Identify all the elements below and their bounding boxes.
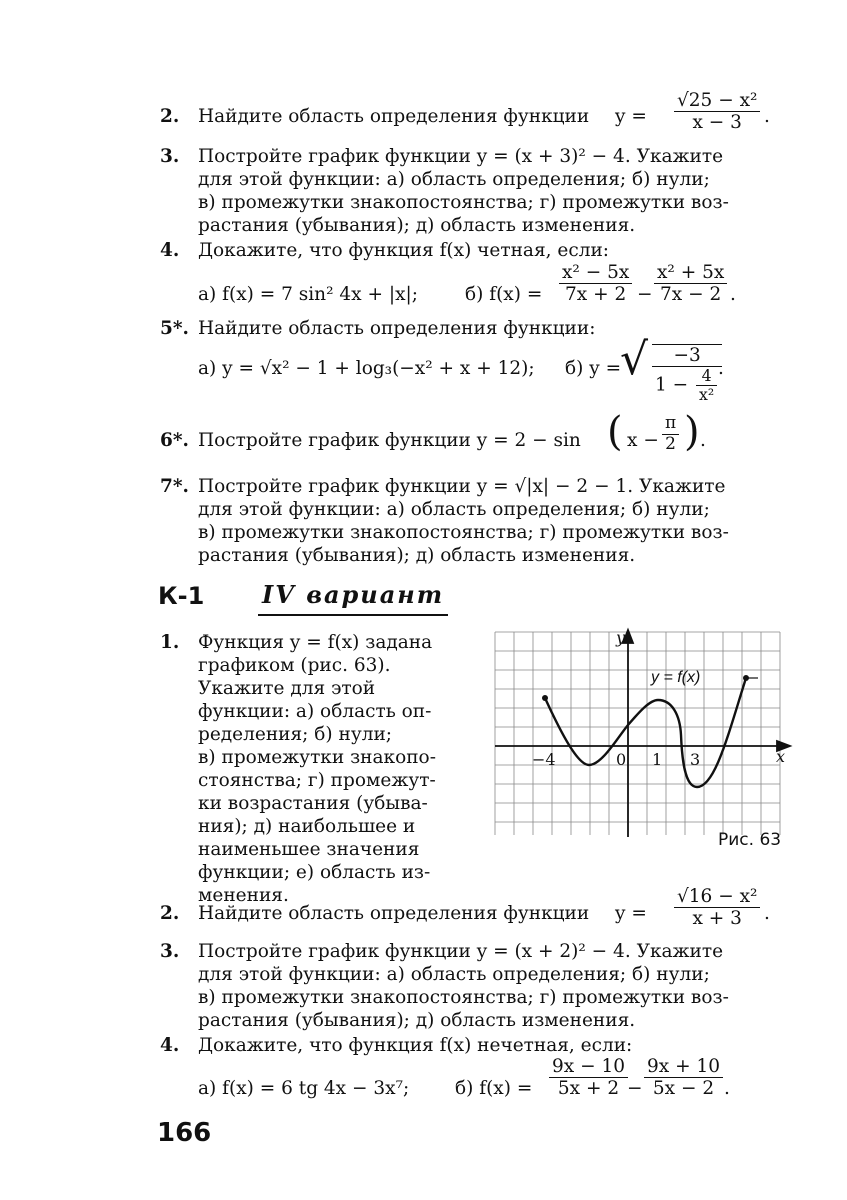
fraction-denominator [652,367,722,404]
part-b: б) y = [565,358,622,379]
task-line: функции; е) область из- [198,862,431,883]
task-text: Постройте график функции y = 2 − sin [198,430,581,451]
formula-lhs: y = [615,106,647,127]
formula-end: . [718,358,724,379]
fraction-denominator: x² [699,385,715,405]
section-underline [258,614,448,616]
task-line: Постройте график функции y = √|x| − 2 − 1. Укажите [198,476,726,497]
fraction-denominator: 5x − 2 [652,1078,715,1100]
grid [495,632,780,835]
task-line: наименьшее значения [198,839,420,860]
task-line: ределения; б) нули; [198,724,393,745]
x-axis-label: x [776,747,786,766]
part-b: б) f(x) = [455,1078,533,1099]
task-number: 4. [160,1035,180,1056]
fraction-denominator: 7x − 2 [660,284,722,306]
task-number: 7*. [160,476,189,497]
fraction-denominator: x − 3 [692,112,742,134]
formula-fraction [674,886,760,930]
task-number: 2. [160,903,180,924]
formula-end: . [730,284,736,305]
formula-end: . [764,106,770,127]
task-number: 5*. [160,318,189,339]
function-curve [545,678,746,787]
task-text: Найдите область определения функции [198,106,590,127]
part-a: а) f(x) = 7 sin² 4x + |x|; [198,284,418,305]
fraction-numerator: x² + 5x [654,262,727,284]
fraction-numerator: −3 [652,345,722,367]
formula-end: . [764,903,770,924]
fraction-1 [559,262,632,306]
task-number: 6*. [160,430,189,451]
formula-fraction [674,90,760,134]
task-line: растания (убывания); д) область изменения. [198,215,636,236]
inner-fraction [696,367,717,404]
fraction-denominator: 7x + 2 [565,284,627,306]
task-line: графиком (рис. 63). [198,655,391,676]
fraction-2 [644,1056,723,1100]
tick-label-3: 3 [690,750,701,769]
task-text: Найдите область определения функции [198,903,590,924]
axes [495,630,790,837]
task-line: функции: а) область оп- [198,701,432,722]
paren-open: ( [607,409,623,455]
curve-endpoint-left [542,695,548,701]
page-number: 166 [157,1118,212,1148]
task-text: Докажите, что функция f(x) нечетная, если: [198,1035,633,1056]
pi-fraction [662,414,679,454]
fraction-numerator: x² − 5x [559,262,632,284]
section-variant: IV вариант [262,580,445,609]
fraction-denominator: x + 3 [692,908,742,930]
task-line: для этой функции: а) область определения; б) нули; [198,169,710,190]
task-line: для этой функции: а) область определения; б) нули; [198,964,710,985]
task-number: 3. [160,146,180,167]
task-number: 3. [160,941,180,962]
task-line: в) промежутки знакопостоянства; г) промежутки воз- [198,522,729,543]
tick-label-1: 1 [652,750,663,769]
inner-expression: x − [627,430,659,451]
fraction-numerator: 9x + 10 [644,1056,723,1078]
fraction-numerator: √16 − x² [674,886,760,908]
task-text: Докажите, что функция f(x) четная, если: [198,240,610,261]
task-line: Постройте график функции y = (x + 3)² − 4. Укажите [198,146,724,167]
task-line: менения. [198,885,289,906]
denominator-prefix: 1 − [655,374,689,396]
task-line: в) промежутки знакопостоянства; г) промежутки воз- [198,192,729,213]
function-graph-figure [490,625,795,840]
task-line: в) промежутки знакопостоянства; г) промежутки воз- [198,987,729,1008]
part-a: а) f(x) = 6 tg 4x − 3x⁷; [198,1078,410,1099]
task-text: Найдите область определения функции: [198,318,596,339]
nested-fraction [652,344,722,404]
fraction-numerator: √25 − x² [674,90,760,112]
task-line: ния); д) наибольшее и [198,816,416,837]
part-a: а) y = √x² − 1 + log₃(−x² + x + 12); [198,358,535,379]
task-line: растания (убывания); д) область изменения. [198,1010,636,1031]
fraction-numerator: 4 [696,367,717,386]
task-line: ки возрастания (убыва- [198,793,428,814]
fraction-2 [654,262,727,306]
section-code: К-1 [158,582,205,610]
task-number: 1. [160,632,180,653]
radical-sign: √ [620,334,649,385]
curve-label: y = f(x) [651,669,701,686]
fraction-denominator: 5x + 2 [557,1078,620,1100]
task-line: в) промежутки знакопо- [198,747,436,768]
figure-caption: Рис. 63 [718,830,782,850]
fraction-numerator: π [662,414,679,435]
task-line: Постройте график функции y = (x + 2)² − 4. Укажите [198,941,724,962]
task-line: Функция y = f(x) задана [198,632,433,653]
tick-label-0: 0 [616,750,627,769]
formula-lhs: y = [615,903,647,924]
task-number: 4. [160,240,180,261]
formula-end: . [700,430,706,451]
tick-label-minus-4: −4 [532,750,556,769]
task-number: 2. [160,106,180,127]
task-line: растания (убывания); д) область изменения. [198,545,636,566]
paren-close: ) [684,409,700,455]
part-b: б) f(x) = [465,284,543,305]
task-line: для этой функции: а) область определения; б) нули; [198,499,710,520]
task-line: стоянства; г) промежут- [198,770,436,791]
fraction-1 [549,1056,628,1100]
y-axis-label: y [616,628,626,647]
task-line: Укажите для этой [198,678,376,699]
minus-sign: − [637,284,653,305]
minus-sign: − [627,1078,643,1099]
fraction-denominator: 2 [665,433,676,454]
formula-end: . [724,1078,730,1099]
fraction-numerator: 9x − 10 [549,1056,628,1078]
